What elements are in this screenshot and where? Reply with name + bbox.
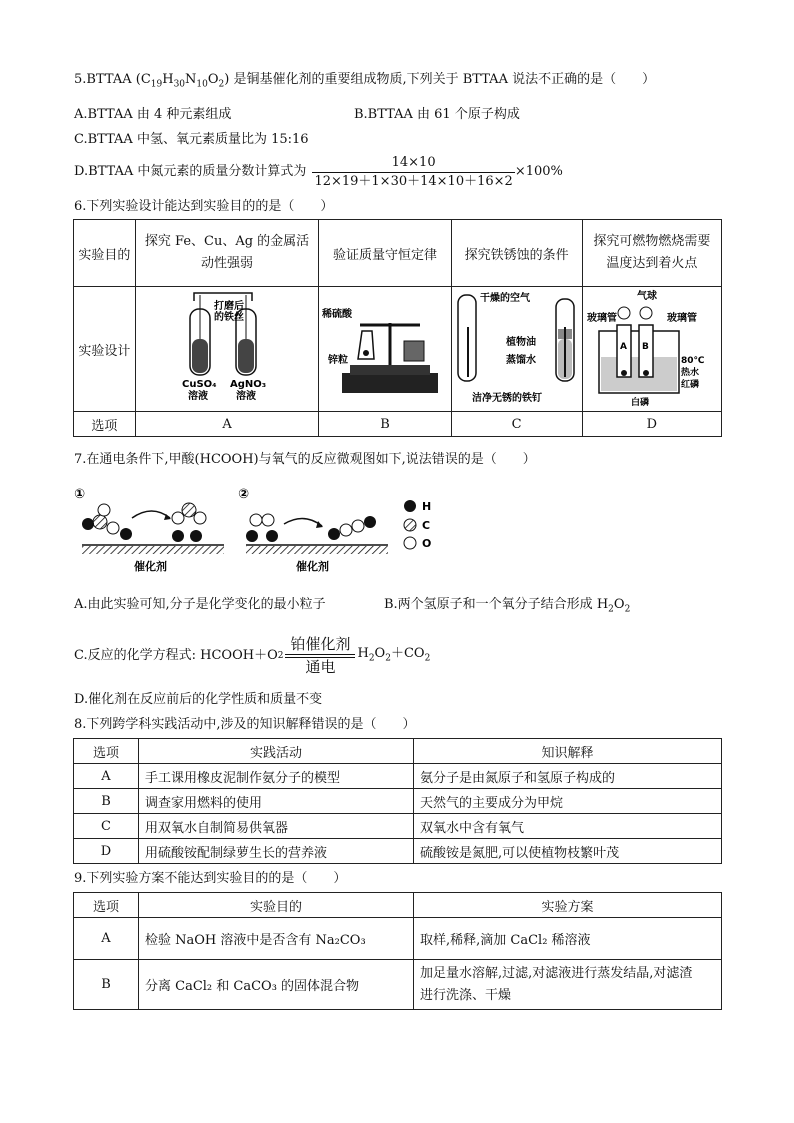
q6-fig-a-sol2b: 溶液 bbox=[236, 391, 257, 402]
q8-header-option: 选项 bbox=[74, 739, 139, 764]
q6-fig-b-acid: 稀硫酸 bbox=[321, 309, 352, 320]
q8-row-b-option: B bbox=[74, 789, 139, 814]
q5-stem-suffix: 是铜基催化剂的重要组成物质,下列关于 BTTAA 说法不正确的是（ ） bbox=[233, 72, 656, 87]
q6-fig-c-oil: 植物油 bbox=[505, 337, 536, 348]
q6-option-d: D bbox=[582, 412, 721, 437]
q5-formula: $(C_{19}H_{30}N_{10}O_2)$ bbox=[135, 72, 230, 90]
q8-row-d-explanation: 硫酸铵是氮肥,可以使植物枝繁叶茂 bbox=[414, 839, 722, 864]
q6-purpose-d: 探究可燃物燃烧需要温度达到着火点 bbox=[582, 220, 721, 287]
q6-figure-b-svg bbox=[320, 287, 450, 407]
q8-row-c-option: C bbox=[74, 814, 139, 839]
q7-stem: 7.在通电条件下,甲酸(HCOOH)与氧气的反应微观图如下,说法错误的是（ ） bbox=[74, 452, 536, 467]
q9-header-purpose: 实验目的 bbox=[139, 893, 414, 918]
q6-figure-d-svg bbox=[587, 287, 717, 407]
q7-equation-condition bbox=[285, 635, 355, 677]
q6-row-label-option: 选项 bbox=[74, 412, 136, 437]
q8-row-c-activity: 用双氧水自制简易供氧器 bbox=[139, 814, 414, 839]
q8-row-c-explanation: 双氧水中含有氧气 bbox=[414, 814, 722, 839]
q6-fig-a-sol1b: 溶液 bbox=[188, 391, 209, 402]
q7-condition-bottom: 通电 bbox=[305, 658, 336, 676]
q9-row-a-purpose: 检验 NaOH 溶液中是否含有 Na₂CO₃ bbox=[139, 918, 414, 960]
q8-row-b-activity: 调查家用燃料的使用 bbox=[139, 789, 414, 814]
q5-fraction bbox=[312, 154, 514, 191]
q5-fraction-tail: ×100% bbox=[514, 164, 563, 179]
q6-option-a: A bbox=[135, 412, 318, 437]
q9-header-option: 选项 bbox=[74, 893, 139, 918]
q6-fig-d-red: 红磷 bbox=[680, 380, 699, 390]
q6-figure-d bbox=[582, 287, 721, 412]
q6-fig-c-air: 干燥的空气 bbox=[479, 293, 530, 304]
q9-row-b-purpose: 分离 CaCl₂ 和 CaCO₃ 的固体混合物 bbox=[139, 960, 414, 1010]
q7-condition-top: 铂催化剂 bbox=[290, 635, 351, 653]
q6-fig-a-sol2a: AgNO₃ bbox=[230, 379, 267, 390]
q8-table bbox=[73, 738, 722, 864]
q9-row-a-option: A bbox=[74, 918, 139, 960]
q5-option-b: B.BTTAA 由 61 个原子构成 bbox=[354, 107, 520, 122]
q9-stem: 9.下列实验方案不能达到实验目的的是（ ） bbox=[74, 871, 347, 886]
q6-fig-d-a: A bbox=[619, 342, 627, 352]
q8-row-b-explanation: 天然气的主要成分为甲烷 bbox=[414, 789, 722, 814]
q6-fig-b-zinc: 锌粒 bbox=[327, 355, 348, 366]
q5-option-c: C.BTTAA 中氢、氧元素质量比为 15:16 bbox=[74, 132, 309, 147]
q5-fraction-denominator: 12×19＋1×30＋14×10＋16×2 bbox=[314, 173, 513, 189]
q6-purpose-b: 验证质量守恒定律 bbox=[319, 220, 451, 287]
q5-stem bbox=[74, 71, 655, 94]
q7-legend-o: O bbox=[422, 537, 432, 550]
q6-figure-a bbox=[135, 287, 318, 412]
q9-row-b-plan-line2: 进行洗涤、干燥 bbox=[420, 987, 512, 1003]
q6-fig-a-sol1a: CuSO₄ bbox=[182, 379, 217, 390]
q6-option-c: C bbox=[451, 412, 582, 437]
q6-option-b: B bbox=[319, 412, 451, 437]
q6-fig-d-white: 白磷 bbox=[630, 398, 649, 407]
q9-row-b-plan bbox=[414, 960, 722, 1010]
q7-micro-diagram bbox=[74, 484, 444, 574]
q6-row-label-design: 实验设计 bbox=[74, 287, 136, 412]
q5-stem-prefix: 5.BTTAA bbox=[74, 72, 132, 87]
q8-row-a-option: A bbox=[74, 764, 139, 789]
q6-row-label-purpose: 实验目的 bbox=[74, 220, 136, 287]
q8-row-a-explanation: 氨分子是由氮原子和氢原子构成的 bbox=[414, 764, 722, 789]
q7-option-b: B.两个氢原子和一个氧分子结合形成 $H_2O_2$ bbox=[384, 597, 631, 615]
q6-fig-d-balloon: 气球 bbox=[636, 291, 657, 302]
q5-option-d bbox=[74, 152, 563, 192]
q6-fig-d-tube2: 玻璃管 bbox=[666, 313, 697, 324]
q8-row-a-activity: 手工课用橡皮泥制作氨分子的模型 bbox=[139, 764, 414, 789]
q6-fig-c-water: 蒸馏水 bbox=[505, 355, 536, 366]
q6-figure-b bbox=[319, 287, 451, 412]
q6-fig-d-temp: 80℃ bbox=[680, 356, 705, 366]
q5-option-a: A.BTTAA 由 4 种元素组成 bbox=[74, 107, 232, 122]
q8-row-d-option: D bbox=[74, 839, 139, 864]
q6-fig-d-hot: 热水 bbox=[680, 368, 699, 378]
q7-option-c: C.反应的化学方程式: HCOOH＋O 2 铂催化剂 通电 $H_2O_2+CO_2$ bbox=[74, 635, 431, 676]
q6-stem: 6.下列实验设计能达到实验目的的是（ ） bbox=[74, 199, 334, 214]
q7-products: $H_2O_2+CO_2$ bbox=[357, 645, 431, 664]
q7-catalyst-label-1: 催化剂 bbox=[134, 560, 167, 573]
q7-option-c-text: C.反应的化学方程式: HCOOH＋O bbox=[74, 648, 278, 663]
q7-option-d: D.催化剂在反应前后的化学性质和质量不变 bbox=[74, 692, 323, 707]
q7-option-b-text: B.两个氢原子和一个氧分子结合形成 H bbox=[384, 597, 609, 612]
q6-figure-c bbox=[451, 287, 582, 412]
q8-row-d-activity: 用硫酸铵配制绿萝生长的营养液 bbox=[139, 839, 414, 864]
q7-step1-label: ① bbox=[74, 487, 86, 502]
q7-catalyst-label-2: 催化剂 bbox=[296, 560, 329, 573]
q8-header-activity: 实践活动 bbox=[139, 739, 414, 764]
q6-table bbox=[73, 219, 722, 437]
q9-row-b-option: B bbox=[74, 960, 139, 1010]
q6-fig-a-label1: 打磨后 bbox=[214, 301, 245, 312]
q9-table bbox=[73, 892, 722, 1010]
q7-legend-c: C bbox=[422, 519, 431, 532]
q7-option-a: A.由此实验可知,分子是化学变化的最小粒子 bbox=[74, 597, 326, 612]
q5-fraction-numerator: 14×10 bbox=[312, 154, 514, 173]
q9-row-a-plan: 取样,稀释,滴加 CaCl₂ 稀溶液 bbox=[414, 918, 722, 960]
q6-fig-d-tube1: 玻璃管 bbox=[586, 313, 617, 324]
q6-fig-d-b: B bbox=[641, 342, 649, 352]
q5-option-d-text: D.BTTAA 中氮元素的质量分数计算式为 bbox=[74, 164, 307, 179]
q6-fig-a-label2: 的铁丝 bbox=[214, 312, 245, 323]
q7-step2-label: ② bbox=[238, 487, 250, 502]
q9-row-b-plan-line1: 加足量水溶解,过滤,对滤液进行蒸发结晶,对滤渣 bbox=[420, 965, 693, 981]
q6-purpose-c: 探究铁锈蚀的条件 bbox=[451, 220, 582, 287]
q7-legend-h: H bbox=[422, 500, 432, 513]
q9-header-plan: 实验方案 bbox=[414, 893, 722, 918]
q8-header-explanation: 知识解释 bbox=[414, 739, 722, 764]
q8-stem: 8.下列跨学科实践活动中,涉及的知识解释错误的是（ ） bbox=[74, 717, 416, 732]
q6-figure-a-svg bbox=[142, 287, 312, 407]
q6-purpose-a: 探究 Fe、Cu、Ag 的金属活动性强弱 bbox=[135, 220, 318, 287]
q6-fig-c-nail: 洁净无锈的铁钉 bbox=[471, 393, 542, 404]
q6-figure-c-svg bbox=[452, 287, 582, 407]
